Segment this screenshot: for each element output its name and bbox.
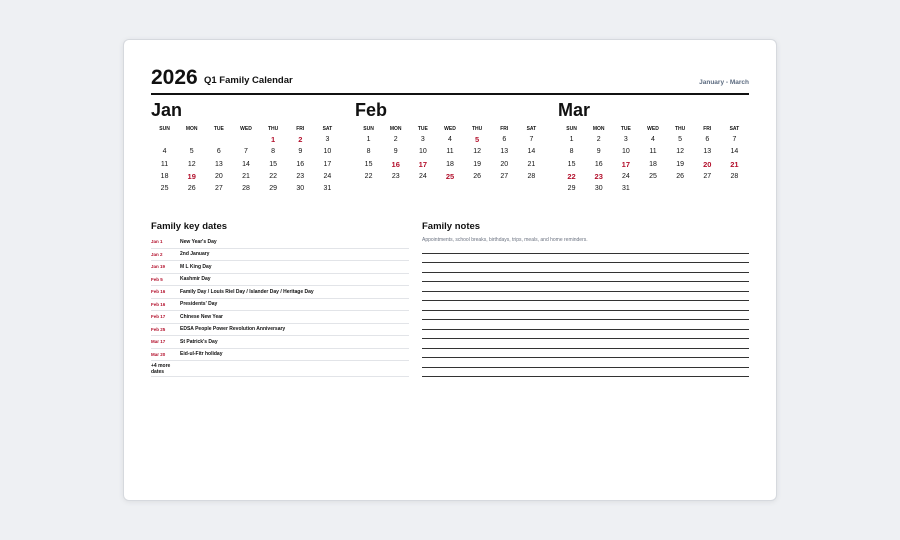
day-cell: 14 — [527, 148, 536, 156]
day-cell: 21 — [242, 172, 250, 180]
day-cell: 6 — [705, 136, 710, 143]
weekday-label: THU — [674, 126, 686, 132]
day-cell: 23 — [391, 172, 400, 180]
key-date-name: Presidents' Day — [180, 301, 218, 308]
note-line — [422, 273, 749, 283]
day-cell: 31 — [323, 185, 332, 193]
note-line — [422, 311, 749, 321]
day-cell: 7 — [732, 136, 737, 143]
day-cell: 15 — [269, 160, 278, 168]
day-grid — [151, 134, 341, 195]
day-cell: 30 — [594, 185, 603, 193]
weekday-label: SAT — [729, 126, 740, 132]
day-cell: 29 — [567, 185, 576, 193]
key-date-row — [151, 311, 409, 324]
weekday-label: SUN — [566, 126, 577, 132]
day-cell: 19 — [473, 160, 482, 168]
day-cell: 19 — [676, 160, 685, 168]
day-cell: 4 — [448, 136, 452, 143]
day-cell: 27 — [500, 172, 509, 180]
key-date-row — [151, 349, 409, 362]
note-line — [422, 282, 749, 292]
note-line — [422, 349, 749, 359]
empty-day — [205, 134, 232, 146]
note-line — [422, 320, 749, 330]
day-cell: 3 — [325, 136, 330, 143]
day-cell: 27 — [214, 185, 223, 193]
more-dates-label: +4 more dates — [151, 363, 171, 375]
weekday-label: THU — [471, 126, 483, 132]
day-cell: 4 — [162, 148, 167, 156]
day-cell: 24 — [621, 172, 630, 180]
key-date-row — [151, 274, 409, 287]
weekday-label: SAT — [322, 126, 333, 132]
holiday-day: 1 — [271, 135, 276, 144]
key-date-row — [151, 286, 409, 299]
day-cell: 14 — [242, 160, 250, 168]
day-cell: 7 — [244, 148, 248, 156]
day-cell: 5 — [189, 148, 194, 156]
holiday-day: 25 — [445, 171, 455, 181]
day-cell: 22 — [364, 172, 373, 180]
key-date-date: Mar 20 — [151, 351, 166, 357]
day-cell: 12 — [187, 160, 196, 168]
day-cell: 6 — [502, 136, 507, 143]
weekday-label: TUE — [213, 126, 224, 132]
key-date-date: Feb 5 — [151, 276, 163, 282]
weekday-label: WED — [444, 126, 456, 132]
day-cell: 24 — [323, 172, 332, 180]
year-heading: 2026 — [151, 66, 198, 89]
day-cell: 12 — [473, 148, 482, 156]
day-cell: 18 — [446, 160, 454, 168]
note-line — [422, 339, 749, 349]
key-date-row — [151, 236, 409, 249]
day-cell: 27 — [703, 172, 712, 180]
month-name: Jan — [151, 100, 183, 120]
weekday-label: TUE — [620, 126, 631, 132]
note-line — [422, 301, 749, 311]
note-line — [422, 330, 749, 340]
more-dates-row — [151, 361, 409, 377]
day-cell: 4 — [651, 136, 655, 143]
day-cell: 9 — [596, 148, 601, 156]
day-grid — [558, 134, 748, 195]
key-date-date: Feb 25 — [151, 326, 166, 332]
calendar-sheet — [123, 39, 777, 501]
day-cell: 24 — [418, 172, 427, 180]
note-line — [422, 368, 749, 378]
key-date-row — [151, 324, 409, 337]
key-date-date: Feb 16 — [151, 289, 166, 295]
day-cell: 11 — [160, 160, 169, 168]
day-cell: 10 — [323, 148, 332, 156]
day-cell: 26 — [676, 172, 685, 180]
holiday-day: 17 — [621, 159, 631, 169]
day-cell: 29 — [269, 185, 278, 193]
month-february — [355, 100, 545, 183]
weekday-label: MON — [185, 126, 198, 132]
empty-day — [232, 134, 259, 146]
weekday-label: TUE — [417, 126, 428, 132]
key-date-date: Feb 16 — [151, 301, 166, 307]
holiday-day: 22 — [567, 171, 576, 181]
day-cell: 21 — [527, 160, 536, 168]
key-dates-list — [151, 236, 409, 377]
day-cell: 28 — [527, 172, 536, 180]
day-grid — [355, 134, 545, 183]
calendar-header — [151, 66, 749, 95]
day-cell: 5 — [678, 136, 683, 143]
day-cell: 16 — [296, 160, 305, 168]
weekday-label: FRI — [703, 126, 712, 132]
day-cell: 8 — [366, 148, 371, 156]
day-cell: 6 — [216, 148, 221, 156]
day-cell: 13 — [500, 148, 509, 156]
weekday-header — [151, 125, 341, 133]
month-march — [558, 100, 748, 195]
day-cell: 31 — [621, 185, 630, 193]
day-cell: 2 — [393, 136, 398, 143]
day-cell: 9 — [298, 148, 303, 156]
holiday-day: 21 — [730, 159, 739, 169]
day-cell: 16 — [594, 160, 603, 168]
day-cell: 1 — [366, 136, 371, 143]
day-cell: 10 — [418, 148, 427, 156]
weekday-label: MON — [389, 126, 402, 132]
key-date-name: St Patrick's Day — [180, 338, 218, 345]
weekday-header — [355, 125, 545, 133]
date-range: January - March — [699, 79, 749, 86]
day-cell: 18 — [160, 172, 169, 180]
day-cell: 20 — [500, 160, 509, 168]
note-line — [422, 358, 749, 368]
empty-day — [178, 134, 205, 146]
weekday-label: WED — [240, 126, 252, 132]
key-date-date: Jan 1 — [151, 239, 163, 245]
key-date-date: Feb 17 — [151, 314, 166, 320]
day-cell: 26 — [187, 185, 196, 193]
key-date-row — [151, 336, 409, 349]
month-january — [151, 100, 341, 195]
day-cell: 28 — [242, 185, 250, 193]
month-name: Feb — [355, 100, 388, 120]
day-cell: 23 — [296, 172, 305, 180]
key-date-date: Jan 19 — [151, 264, 166, 270]
day-cell: 8 — [569, 148, 574, 156]
day-cell: 28 — [730, 172, 739, 180]
day-cell: 11 — [649, 148, 657, 156]
note-line — [422, 254, 749, 264]
weekday-label: SUN — [159, 126, 170, 132]
day-cell: 13 — [214, 160, 223, 168]
holiday-day: 23 — [594, 171, 603, 181]
day-cell: 8 — [271, 148, 276, 156]
holiday-day: 19 — [187, 171, 196, 181]
day-cell: 14 — [730, 148, 739, 156]
note-line — [422, 292, 749, 302]
calendar-title: Q1 Family Calendar — [204, 75, 293, 86]
day-cell: 12 — [676, 148, 685, 156]
day-cell: 1 — [569, 136, 574, 143]
key-date-row — [151, 261, 409, 274]
day-cell: 7 — [529, 136, 534, 143]
key-date-row — [151, 299, 409, 312]
notes-subtitle: Appointments, school breaks, birthdays, trips, meals, and home reminders. — [422, 237, 588, 243]
notes-title: Family notes — [422, 221, 481, 232]
holiday-day: 16 — [391, 159, 400, 169]
day-cell: 25 — [160, 185, 169, 193]
weekday-label: THU — [267, 126, 279, 132]
key-date-name: Chinese New Year — [180, 313, 223, 320]
day-cell: 13 — [703, 148, 712, 156]
holiday-day: 20 — [703, 159, 712, 169]
key-date-name: New Year's Day — [180, 238, 217, 245]
weekday-header — [558, 125, 748, 133]
day-cell: 11 — [446, 148, 454, 156]
day-cell: 10 — [621, 148, 630, 156]
note-line — [422, 244, 749, 254]
empty-day — [151, 134, 178, 146]
weekday-label: SUN — [363, 126, 374, 132]
day-cell: 22 — [269, 172, 278, 180]
note-line — [422, 263, 749, 273]
key-date-name: Family Day / Louis Riel Day / Islander Day / Heritage Day — [180, 288, 314, 295]
day-cell: 26 — [473, 172, 482, 180]
day-cell: 25 — [649, 172, 657, 180]
day-cell: 9 — [393, 148, 398, 156]
month-name: Mar — [558, 100, 591, 120]
day-cell: 17 — [323, 160, 332, 168]
day-cell: 20 — [214, 172, 223, 180]
weekday-label: MON — [592, 126, 605, 132]
key-date-date: Jan 2 — [151, 251, 163, 257]
key-date-row — [151, 249, 409, 262]
day-cell: 3 — [623, 136, 628, 143]
key-date-name: M L King Day — [180, 263, 212, 270]
day-cell: 15 — [364, 160, 373, 168]
key-date-date: Mar 17 — [151, 339, 166, 345]
day-cell: 2 — [596, 136, 601, 143]
holiday-day: 2 — [298, 135, 303, 144]
day-cell: 3 — [420, 136, 425, 143]
weekday-label: FRI — [296, 126, 305, 132]
weekday-label: WED — [647, 126, 659, 132]
holiday-day: 17 — [418, 159, 428, 169]
key-date-name: Eid-ul-Fitr holiday — [180, 351, 223, 358]
key-dates-title: Family key dates — [151, 221, 228, 232]
key-date-name: 2nd January — [180, 251, 210, 258]
key-date-name: Kashmir Day — [180, 276, 211, 283]
day-cell: 15 — [567, 160, 576, 168]
holiday-day: 5 — [475, 135, 480, 144]
day-cell: 18 — [649, 160, 657, 168]
notes-lines — [422, 244, 749, 377]
weekday-label: FRI — [500, 126, 509, 132]
key-date-name: EDSA People Power Revolution Anniversary — [180, 326, 286, 333]
weekday-label: SAT — [526, 126, 537, 132]
day-cell: 30 — [296, 185, 305, 193]
